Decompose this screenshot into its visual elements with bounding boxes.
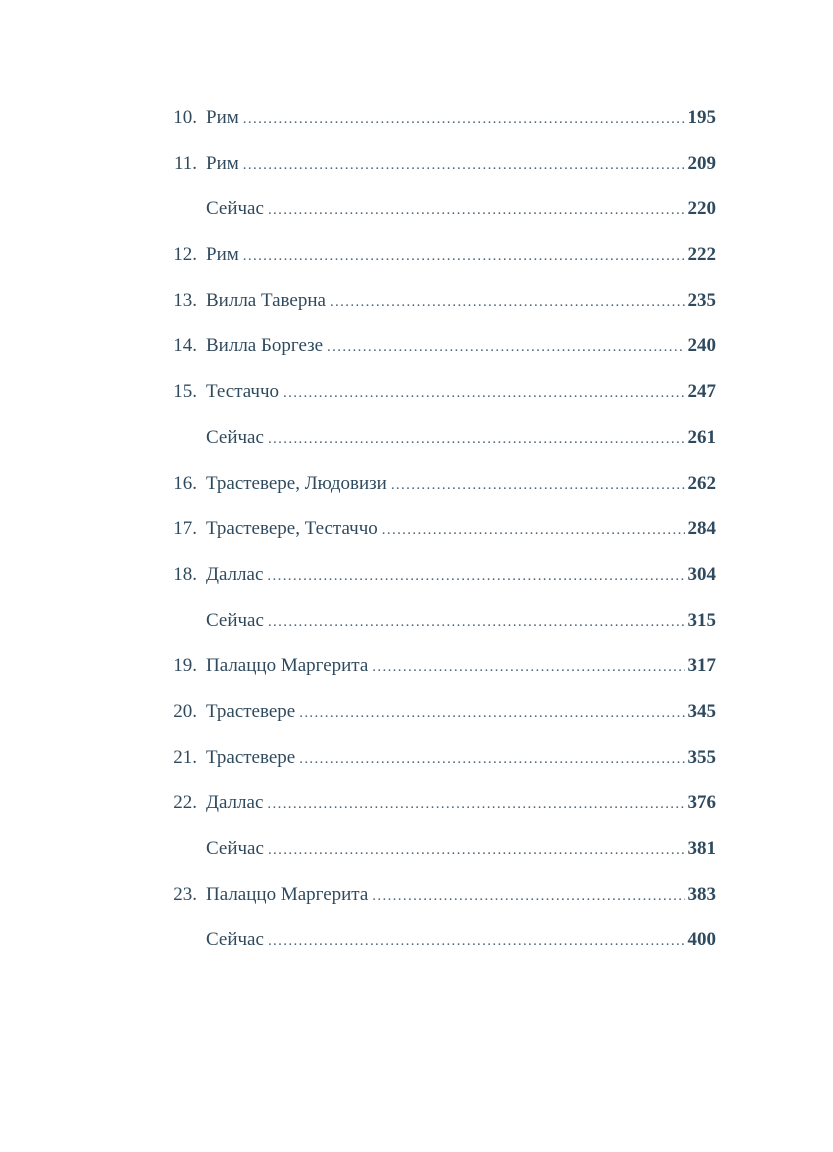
toc-entry-title[interactable]: Даллас: [206, 792, 264, 814]
toc-entry-page[interactable]: 220: [687, 198, 716, 220]
dot-leader: [243, 147, 685, 183]
toc-entry-page[interactable]: 376: [687, 792, 716, 814]
toc-entry-page[interactable]: 247: [687, 381, 716, 403]
toc-entry-title[interactable]: Рим: [206, 152, 239, 174]
dot-leader: [330, 284, 685, 320]
toc-entry[interactable]: [160, 877, 716, 923]
toc-entry[interactable]: [160, 511, 716, 557]
toc-entry-number: 20.: [173, 700, 197, 722]
toc-entry[interactable]: [160, 648, 716, 694]
dot-leader: [299, 741, 684, 777]
toc-entry-number: 21.: [173, 746, 197, 768]
toc-entry-title[interactable]: Вилла Боргезе: [206, 335, 324, 357]
toc-entry-number: 12.: [173, 244, 197, 266]
toc-entry[interactable]: [160, 603, 716, 649]
toc-entry-number: 11.: [173, 152, 197, 174]
toc-entry-page[interactable]: 195: [687, 107, 716, 128]
toc-entry-title[interactable]: Даллас: [206, 563, 264, 585]
toc-entry-page[interactable]: 209: [687, 152, 716, 174]
toc-entry-number: 23.: [173, 883, 197, 905]
dot-leader: [372, 878, 684, 914]
dot-leader: [268, 421, 685, 457]
toc-entry-page[interactable]: 304: [687, 563, 716, 585]
toc-entry-title[interactable]: Трастевере: [206, 746, 296, 768]
toc-entry[interactable]: [160, 191, 716, 237]
toc-entry-title[interactable]: Палаццо Маргерита: [206, 655, 369, 677]
toc-entry-title[interactable]: Тестаччо: [206, 381, 280, 403]
toc-entry-number: 15.: [173, 381, 197, 403]
toc-entry[interactable]: [160, 146, 716, 192]
toc-entry-number: 13.: [173, 289, 197, 311]
dot-leader: [327, 329, 684, 365]
toc-entry-page[interactable]: 261: [687, 426, 716, 448]
dot-leader: [267, 558, 684, 594]
dot-leader: [372, 649, 684, 685]
toc-entry[interactable]: [160, 237, 716, 283]
toc-entry[interactable]: [160, 922, 716, 968]
toc-entry-page[interactable]: 317: [687, 655, 716, 677]
toc-entry[interactable]: [160, 557, 716, 603]
toc-entry[interactable]: [160, 328, 716, 374]
toc-entry-page[interactable]: 240: [687, 335, 716, 357]
toc-entry-title[interactable]: Сейчас: [206, 609, 264, 631]
dot-leader: [391, 467, 685, 503]
toc-entry-page[interactable]: 262: [687, 472, 716, 494]
toc-entry-title[interactable]: Палаццо Маргерита: [206, 883, 369, 905]
toc-entry[interactable]: [160, 420, 716, 466]
toc-entry[interactable]: [160, 374, 716, 420]
toc-entry[interactable]: [160, 466, 716, 512]
toc-entry-page[interactable]: 284: [687, 518, 716, 540]
toc-entry-title[interactable]: Сейчас: [206, 198, 264, 220]
toc-entry-title[interactable]: Трастевере, Тестаччо: [206, 518, 378, 540]
toc-entry-page[interactable]: 222: [687, 244, 716, 266]
toc-entry-page[interactable]: 383: [687, 883, 716, 905]
toc-entry-title[interactable]: Трастевере, Людовизи: [206, 472, 387, 494]
toc-entry[interactable]: [160, 283, 716, 329]
dot-leader: [268, 192, 685, 228]
toc-entry-title[interactable]: Сейчас: [206, 838, 264, 859]
dot-leader: [267, 786, 684, 822]
toc-entry-page[interactable]: 400: [687, 929, 716, 951]
toc-entry-title[interactable]: Трастевере: [206, 700, 296, 722]
dot-leader: [268, 923, 685, 959]
dot-leader: [243, 238, 685, 274]
toc-entry-page[interactable]: 381: [687, 838, 716, 859]
dot-leader: [268, 832, 685, 868]
toc-entry-title[interactable]: Сейчас: [206, 929, 264, 951]
dot-leader: [243, 101, 685, 137]
toc-entry-number: 19.: [173, 655, 197, 677]
toc-entry-number: 10.: [173, 107, 197, 128]
toc-entry[interactable]: [160, 694, 716, 740]
toc-entry-number: 17.: [173, 518, 197, 540]
toc-entry[interactable]: [160, 100, 716, 146]
toc-entry-page[interactable]: 345: [687, 700, 716, 722]
dot-leader: [382, 512, 685, 548]
toc-entry-number: 18.: [173, 563, 197, 585]
toc-entry-page[interactable]: 355: [687, 746, 716, 768]
toc-entry-title[interactable]: Рим: [206, 244, 239, 266]
dot-leader: [299, 695, 684, 731]
toc-entry-page[interactable]: 235: [687, 289, 716, 311]
toc-entry[interactable]: [160, 785, 716, 831]
toc-entry-number: 14.: [173, 335, 197, 357]
dot-leader: [268, 604, 685, 640]
toc-entry-page[interactable]: 315: [687, 609, 716, 631]
dot-leader: [283, 375, 684, 411]
toc-entry-number: 16.: [173, 472, 197, 494]
toc-entry[interactable]: [160, 831, 716, 877]
toc-entry[interactable]: [160, 740, 716, 786]
toc-entry-title[interactable]: Сейчас: [206, 426, 264, 448]
toc-entry-title[interactable]: Вилла Таверна: [206, 289, 326, 311]
toc-entry-number: 22.: [173, 792, 197, 814]
toc-entry-title[interactable]: Рим: [206, 107, 239, 128]
table-of-contents: [160, 100, 716, 968]
